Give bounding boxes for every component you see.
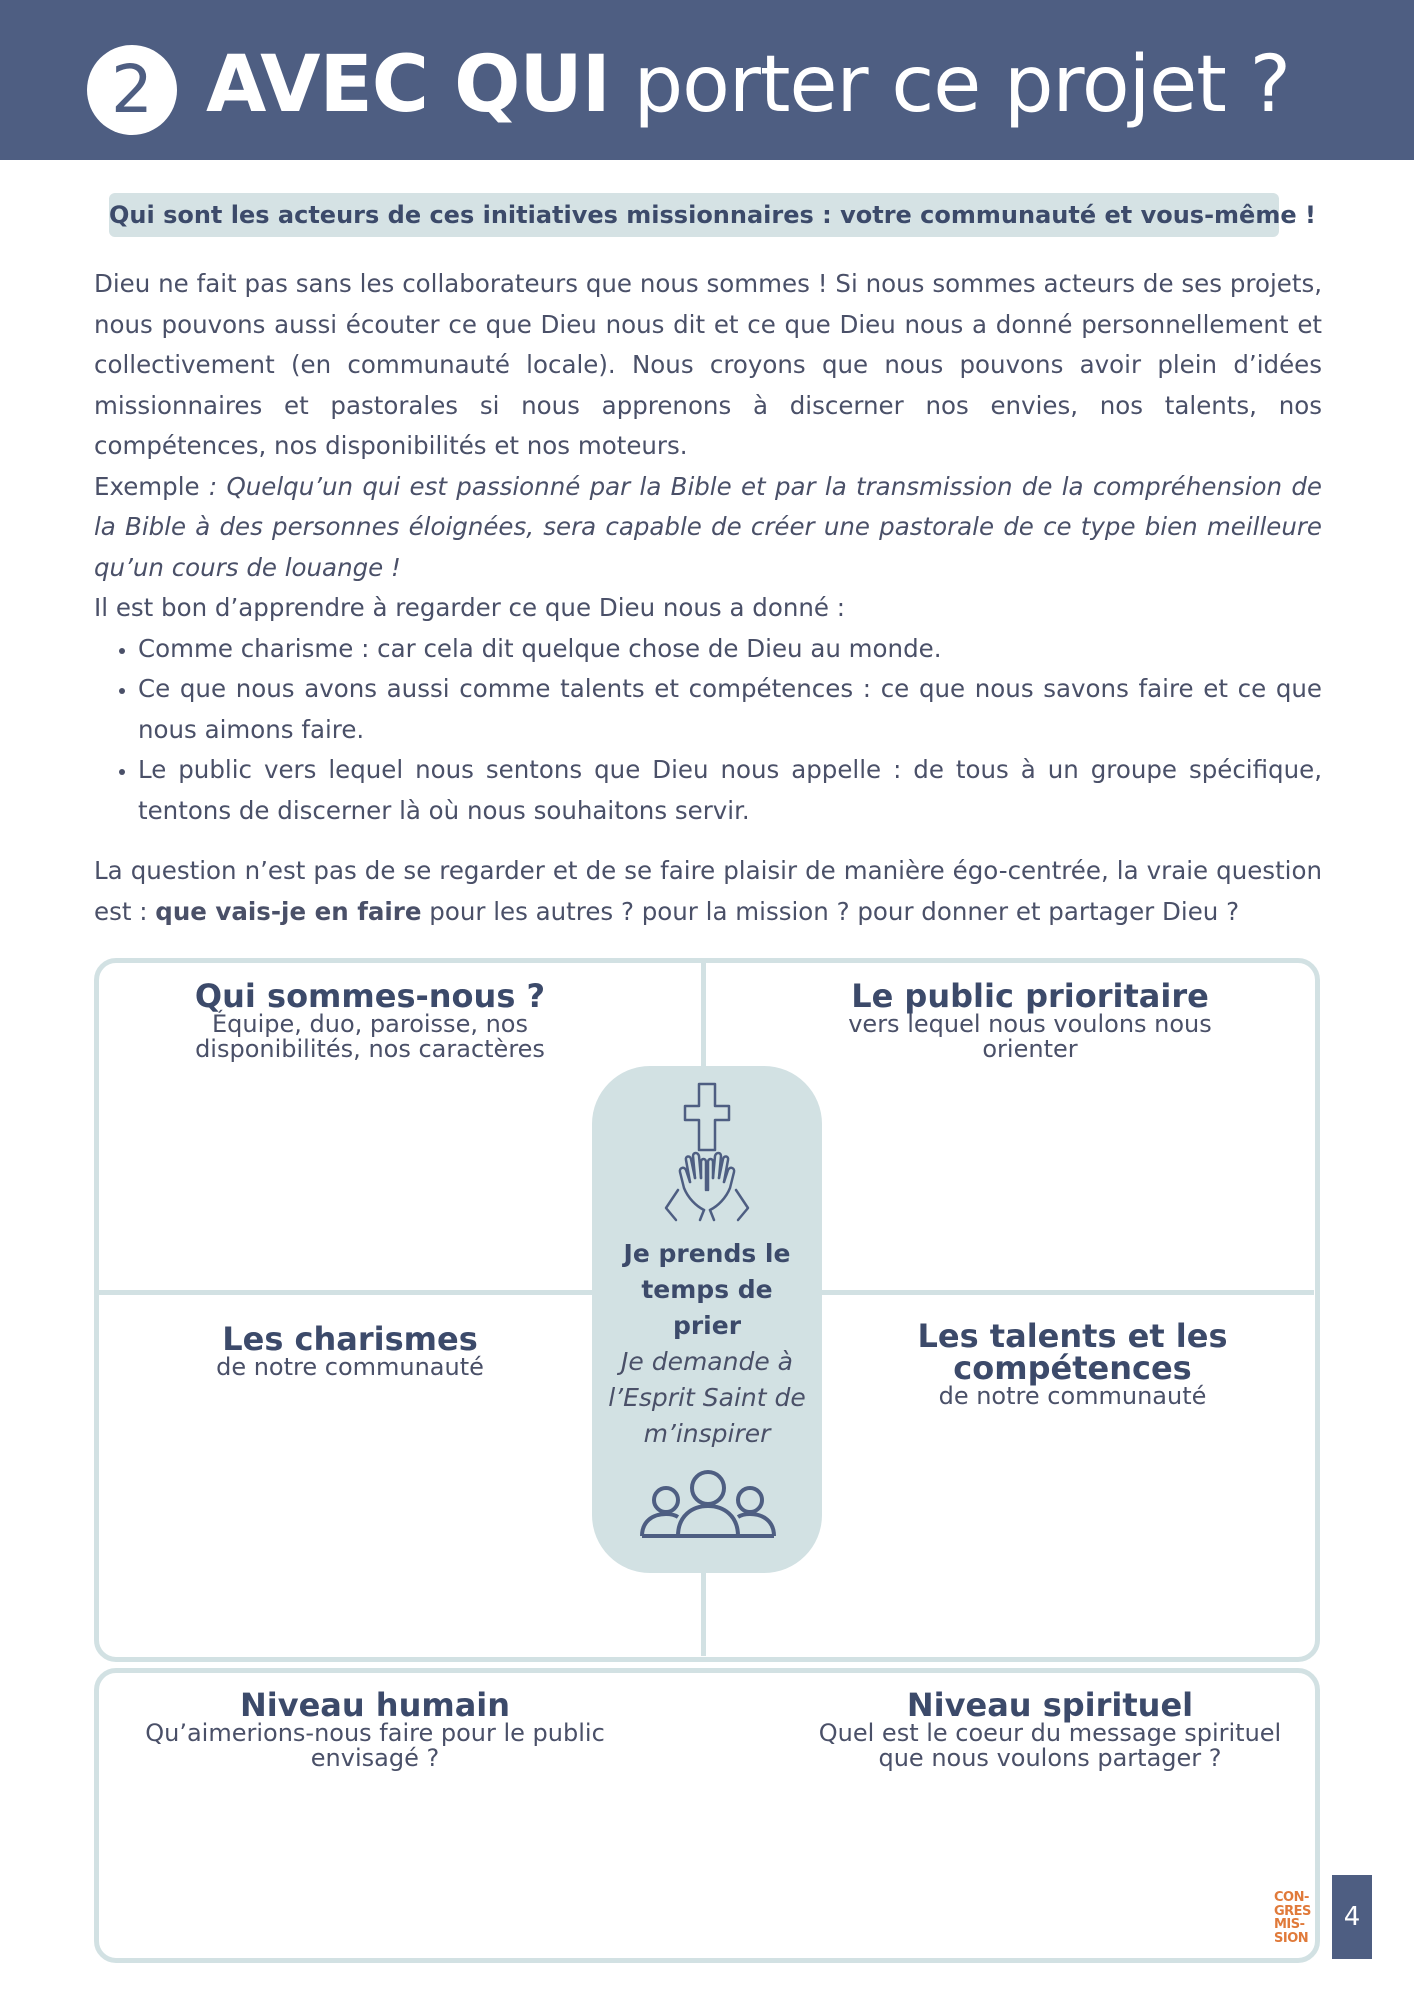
quadrant-charisms [170, 1320, 530, 1381]
example-text: : Quelqu’un qui est passionné par la Bible et par la transmission de la compréhension de la Bible à des personnes éloignées, sera capable de créer une pastorale de ce type bien meilleure qu’un cours de louange ! [94, 471, 1322, 582]
question-end: pour les autres ? pour la mission ? pour donner et partager Dieu ? [421, 896, 1240, 926]
quadrant-subtitle: vers lequel nous voulons nous orienter [848, 1010, 1212, 1063]
level-subtitle: Quel est le coeur du message spirituel que nous voulons partager ? [818, 1719, 1282, 1772]
list-item: • Comme charisme : car cela dit quelque chose de Dieu au monde. [138, 629, 1322, 670]
group-people-icon [638, 1468, 778, 1542]
quadrant-subtitle: Équipe, duo, paroisse, nos disponibilités, nos caractères [195, 1010, 545, 1063]
logo-line: GRES [1274, 1903, 1311, 1919]
body-text [94, 264, 1322, 932]
prayer-italic-text: Je demande à l’Esprit Saint de m’inspirer [608, 1347, 806, 1448]
level-human [130, 1686, 620, 1772]
title-bold: AVEC QUI [206, 40, 610, 130]
prayer-bold-text: Je prends le temps de prier [623, 1239, 791, 1340]
level-subtitle: Qu’aimerions-nous faire pour le public envisagé ? [145, 1719, 605, 1772]
question-bold: que vais-je en faire [155, 896, 422, 926]
prayer-text [604, 1236, 810, 1452]
quadrant-title: Le public prioritaire [851, 977, 1209, 1015]
list-item: • Ce que nous avons aussi comme talents et compétences : ce que nous savons faire et ce que nous aimons faire. [138, 669, 1322, 750]
logo-line: CON- [1274, 1890, 1309, 1905]
level-title: Niveau humain [239, 1686, 511, 1724]
section-number-badge: 2 [87, 45, 177, 135]
question-start: La question n’est pas de se regarder et de se faire plaisir de manière égo-centrée, la vraie question est : [94, 856, 1322, 926]
congres-mission-logo [1274, 1891, 1322, 1945]
logo-line: SION [1274, 1930, 1309, 1946]
quadrant-talents [900, 1317, 1245, 1410]
gifts-list [94, 629, 1322, 832]
list-intro: Il est bon d’apprendre à regarder ce que Dieu nous a donné : [94, 593, 845, 622]
quadrant-priority-public [830, 977, 1230, 1063]
level-title: Niveau spirituel [906, 1686, 1194, 1724]
page-title [206, 30, 1290, 140]
quadrant-subtitle: de notre communauté [938, 1382, 1207, 1410]
quadrant-title: Les talents et les compétences [917, 1317, 1228, 1387]
example-label: Exemple [94, 471, 200, 501]
quadrant-subtitle: de notre communauté [216, 1353, 484, 1381]
page-header [0, 0, 1414, 160]
paragraph-intro: Dieu ne fait pas sans les collaborateurs que nous sommes ! Si nous sommes acteurs de ses projets, nous pouvons aussi écouter ce que Dieu nous dit et ce que Dieu nous a donné personnellement et collectivement (en communauté locale). Nous croyons que nous pouvons avoir plein d’idées missionnaires et pastorales si nous apprenons à discerner nos envies, nos talents, nos compétences, nos disponibilités et nos moteurs. [94, 269, 1322, 460]
subtitle-banner: Qui sont les acteurs de ces initiatives missionnaires : votre communauté et vous-même ! [109, 193, 1279, 237]
list-item: • Le public vers lequel nous sentons que Dieu nous appelle : de tous à un groupe spécifique, tentons de discerner là où nous souhaitons servir. [138, 750, 1322, 831]
paragraph-example [94, 467, 1322, 589]
paragraph-question [94, 851, 1322, 932]
quadrant-who-we-are [170, 977, 570, 1063]
quadrant-title: Qui sommes-nous ? [194, 977, 546, 1015]
quadrant-title: Les charismes [222, 1320, 478, 1358]
logo-line: MIS- [1274, 1917, 1305, 1932]
page-number: 4 [1332, 1875, 1372, 1959]
level-spiritual [800, 1686, 1300, 1772]
praying-hands-icon [660, 1150, 754, 1222]
title-light: porter ce projet ? [633, 40, 1291, 130]
